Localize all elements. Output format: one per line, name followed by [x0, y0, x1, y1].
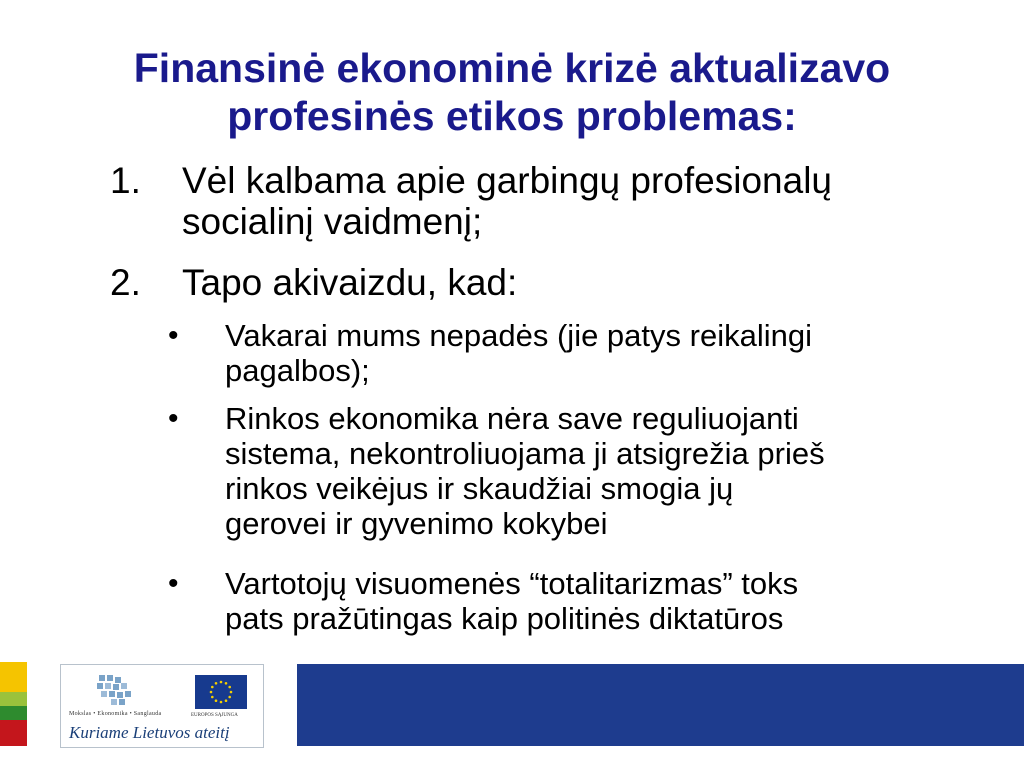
program-logo — [60, 664, 264, 748]
title-line-1: Finansinė ekonominė krizė aktualizavo — [133, 45, 891, 91]
numbered-item-text — [182, 160, 1012, 242]
text-line: pats pražūtingas kaip politinės diktatūros — [225, 601, 784, 636]
bullet-text — [225, 566, 1005, 636]
flag-stripe-red — [0, 720, 27, 746]
slogan: Kuriame Lietuvos ateitį — [69, 723, 230, 742]
title-line-2: profesinės etikos problemas: — [227, 93, 797, 139]
bullet-text — [225, 401, 1005, 541]
text-line: gerovei ir gyvenimo kokybei — [225, 506, 608, 541]
list-number: 2. — [110, 262, 141, 303]
flag-stripe-green — [0, 706, 27, 720]
logo-caption: Mokslas • Ekonomika • Sanglauda — [69, 711, 162, 717]
text-line: Tapo akivaizdu, kad: — [182, 262, 518, 303]
text-line: Vakarai mums nepadės (jie patys reikalingi — [225, 318, 812, 353]
flag-stripe-lightgreen — [0, 692, 27, 706]
text-line: Vėl kalbama apie garbingų profesionalų — [182, 160, 832, 201]
text-line: Vartotojų visuomenės “totalitarizmas” toks — [225, 566, 799, 601]
flag-stripe-yellow — [0, 662, 27, 692]
mosaic-logo-icon — [97, 675, 137, 705]
slide-title — [30, 44, 994, 140]
eu-flag-icon — [195, 675, 247, 709]
bullet-icon: • — [168, 319, 179, 352]
footer-band — [297, 664, 1024, 746]
numbered-item-text — [182, 262, 1012, 303]
eu-caption: EUROPOS SĄJUNGA — [191, 713, 238, 718]
list-number: 1. — [110, 160, 141, 201]
bullet-icon: • — [168, 402, 179, 435]
text-line: rinkos veikėjus ir skaudžiai smogia jų — [225, 471, 734, 506]
text-line: sistema, nekontroliuojama ji atsigrežia prieš — [225, 436, 825, 471]
text-line: pagalbos); — [225, 353, 370, 388]
bullet-icon: • — [168, 567, 179, 600]
text-line: Rinkos ekonomika nėra save reguliuojanti — [225, 401, 799, 436]
text-line: socialinį vaidmenį; — [182, 201, 483, 242]
bullet-text — [225, 318, 1005, 388]
